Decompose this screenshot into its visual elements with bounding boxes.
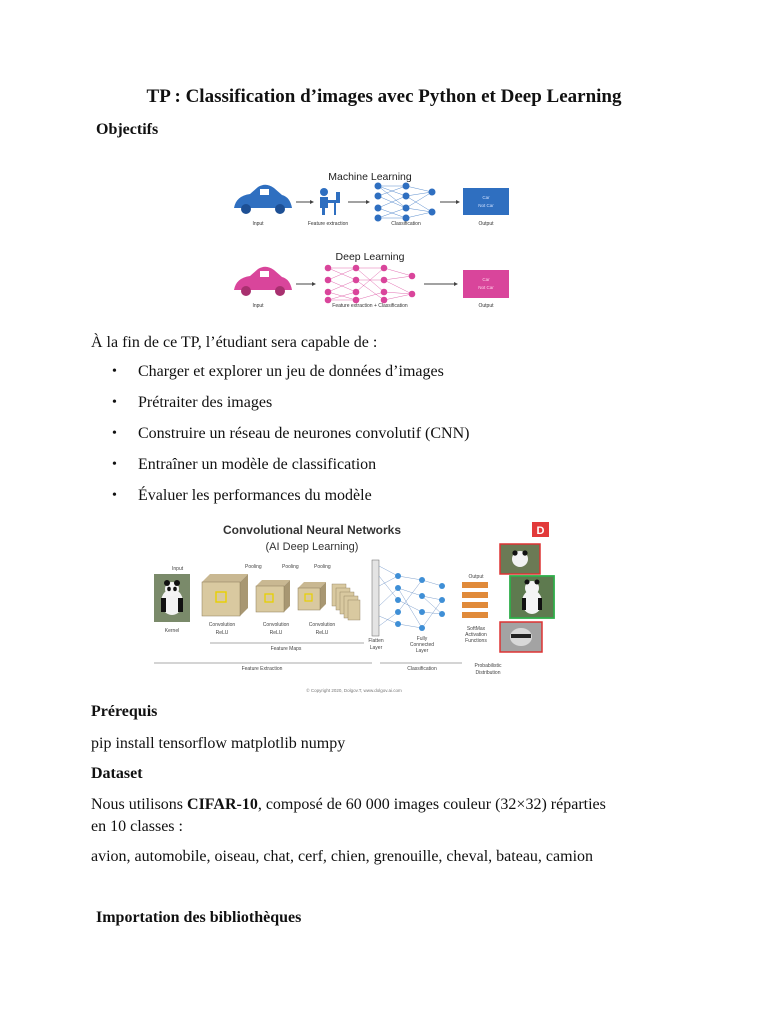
neural-network-ml xyxy=(378,186,432,218)
svg-text:ReLU: ReLU xyxy=(315,630,329,636)
ml-title: Machine Learning xyxy=(328,171,412,183)
svg-text:Classification: Classification xyxy=(407,666,437,672)
svg-text:Convolution: Convolution xyxy=(262,622,290,628)
flatten-layer xyxy=(372,560,379,636)
dataset-paragraph: Nous utilisons CIFAR-10, composé de 60 000 images couleur (32×32) réparties en 10 classes : xyxy=(91,796,606,835)
svg-text:Input: Input xyxy=(172,566,184,572)
feature-map-stack-2 xyxy=(256,580,290,612)
fc-connections xyxy=(379,566,442,628)
heading-prerequis: Prérequis xyxy=(91,703,158,720)
svg-text:Feature Maps: Feature Maps xyxy=(270,646,302,652)
ml-classification-label: Classification xyxy=(391,221,421,227)
logo-text: D xyxy=(536,525,545,537)
list-item: • Évaluer les performances du modèle xyxy=(112,485,469,516)
dl-output-box xyxy=(463,270,509,298)
nn-nodes-dl xyxy=(325,265,416,304)
svg-text:Probabilistic: Probabilistic xyxy=(474,663,502,669)
svg-text:ReLU: ReLU xyxy=(215,630,229,636)
output-bars xyxy=(462,582,488,618)
nn-nodes-ml xyxy=(375,183,436,222)
svg-text:Convolution: Convolution xyxy=(308,622,336,628)
panda-input-image xyxy=(154,574,190,622)
feature-map-stack-4 xyxy=(332,584,360,620)
svg-text:Output: Output xyxy=(468,574,484,580)
ml-output-label: Output xyxy=(478,221,494,227)
svg-text:SoftMax: SoftMax xyxy=(466,626,486,632)
list-item: • Prétraiter des images xyxy=(112,392,469,423)
svg-text:Distribution: Distribution xyxy=(475,670,501,676)
dl-output-label: Output xyxy=(478,303,494,309)
svg-text:Convolution: Convolution xyxy=(208,622,236,628)
person-desk-icon xyxy=(320,188,340,215)
svg-text:Pooling: Pooling xyxy=(282,564,299,570)
svg-text:Activation: Activation xyxy=(465,632,487,638)
class-image-panda-1 xyxy=(500,544,540,574)
svg-text:Fully: Fully xyxy=(416,636,428,642)
svg-text:Flatten: Flatten xyxy=(368,638,384,644)
car-icon-ml xyxy=(234,185,292,214)
car-icon-dl xyxy=(234,267,292,296)
fc-nodes xyxy=(395,573,445,631)
list-item: • Charger et explorer un jeu de données d’images xyxy=(112,361,469,392)
list-item: • Entraîner un modèle de classification xyxy=(112,454,469,485)
svg-text:Feature Extraction: Feature Extraction xyxy=(241,666,283,672)
cnn-copyright: © Copyright 2020, Dolgov.T, www.dolgov.ai.com xyxy=(306,688,402,693)
dl-fe-cls-label: Feature extraction + Classification xyxy=(332,303,408,309)
ml-vs-dl-figure xyxy=(228,162,528,312)
list-item: • Construire un réseau de neurones convolutif (CNN) xyxy=(112,423,469,454)
svg-text:Car: Car xyxy=(482,195,490,200)
cnn-figure xyxy=(150,516,560,700)
dl-title: Deep Learning xyxy=(335,251,405,263)
svg-text:Kernel: Kernel xyxy=(164,628,180,634)
svg-text:Functions: Functions xyxy=(465,638,487,644)
ml-output-box xyxy=(463,188,509,215)
svg-text:Car: Car xyxy=(482,277,490,282)
class-image-raccoon xyxy=(500,622,542,652)
heading-objectifs: Objectifs xyxy=(96,121,159,138)
neural-network-dl xyxy=(328,268,412,300)
svg-text:Layer: Layer xyxy=(415,648,429,654)
ml-feature-extraction-label: Feature extraction xyxy=(307,221,349,227)
dataset-classes: avion, automobile, oiseau, chat, cerf, chien, grenouille, cheval, bateau, camion xyxy=(91,848,594,865)
svg-text:Connected: Connected xyxy=(409,642,435,648)
svg-text:ReLU: ReLU xyxy=(269,630,283,636)
ml-input-label: Input xyxy=(252,221,264,227)
dataset-name: CIFAR-10 xyxy=(187,796,258,813)
feature-map-stack-1 xyxy=(202,574,248,616)
dl-input-label: Input xyxy=(252,303,264,309)
prerequis-command: pip install tensorflow matplotlib numpy xyxy=(91,735,346,752)
objectives-list xyxy=(112,361,469,516)
svg-text:Not Car: Not Car xyxy=(478,285,494,290)
svg-text:Pooling: Pooling xyxy=(314,564,331,570)
heading-dataset: Dataset xyxy=(91,765,143,782)
page-title: TP : Classification d’images avec Python et Deep Learning xyxy=(146,86,622,107)
objectives-intro: À la fin de ce TP, l’étudiant sera capable de : xyxy=(91,334,378,351)
svg-text:Pooling: Pooling xyxy=(245,564,262,570)
cnn-title: Convolutional Neural Networks xyxy=(222,523,402,537)
cnn-subtitle: (AI Deep Learning) xyxy=(265,541,359,553)
feature-map-stack-3 xyxy=(298,582,326,610)
svg-text:Not Car: Not Car xyxy=(478,203,494,208)
heading-importation: Importation des bibliothèques xyxy=(96,909,302,926)
class-image-panda-2 xyxy=(510,576,554,618)
svg-text:Layer: Layer xyxy=(369,645,383,651)
